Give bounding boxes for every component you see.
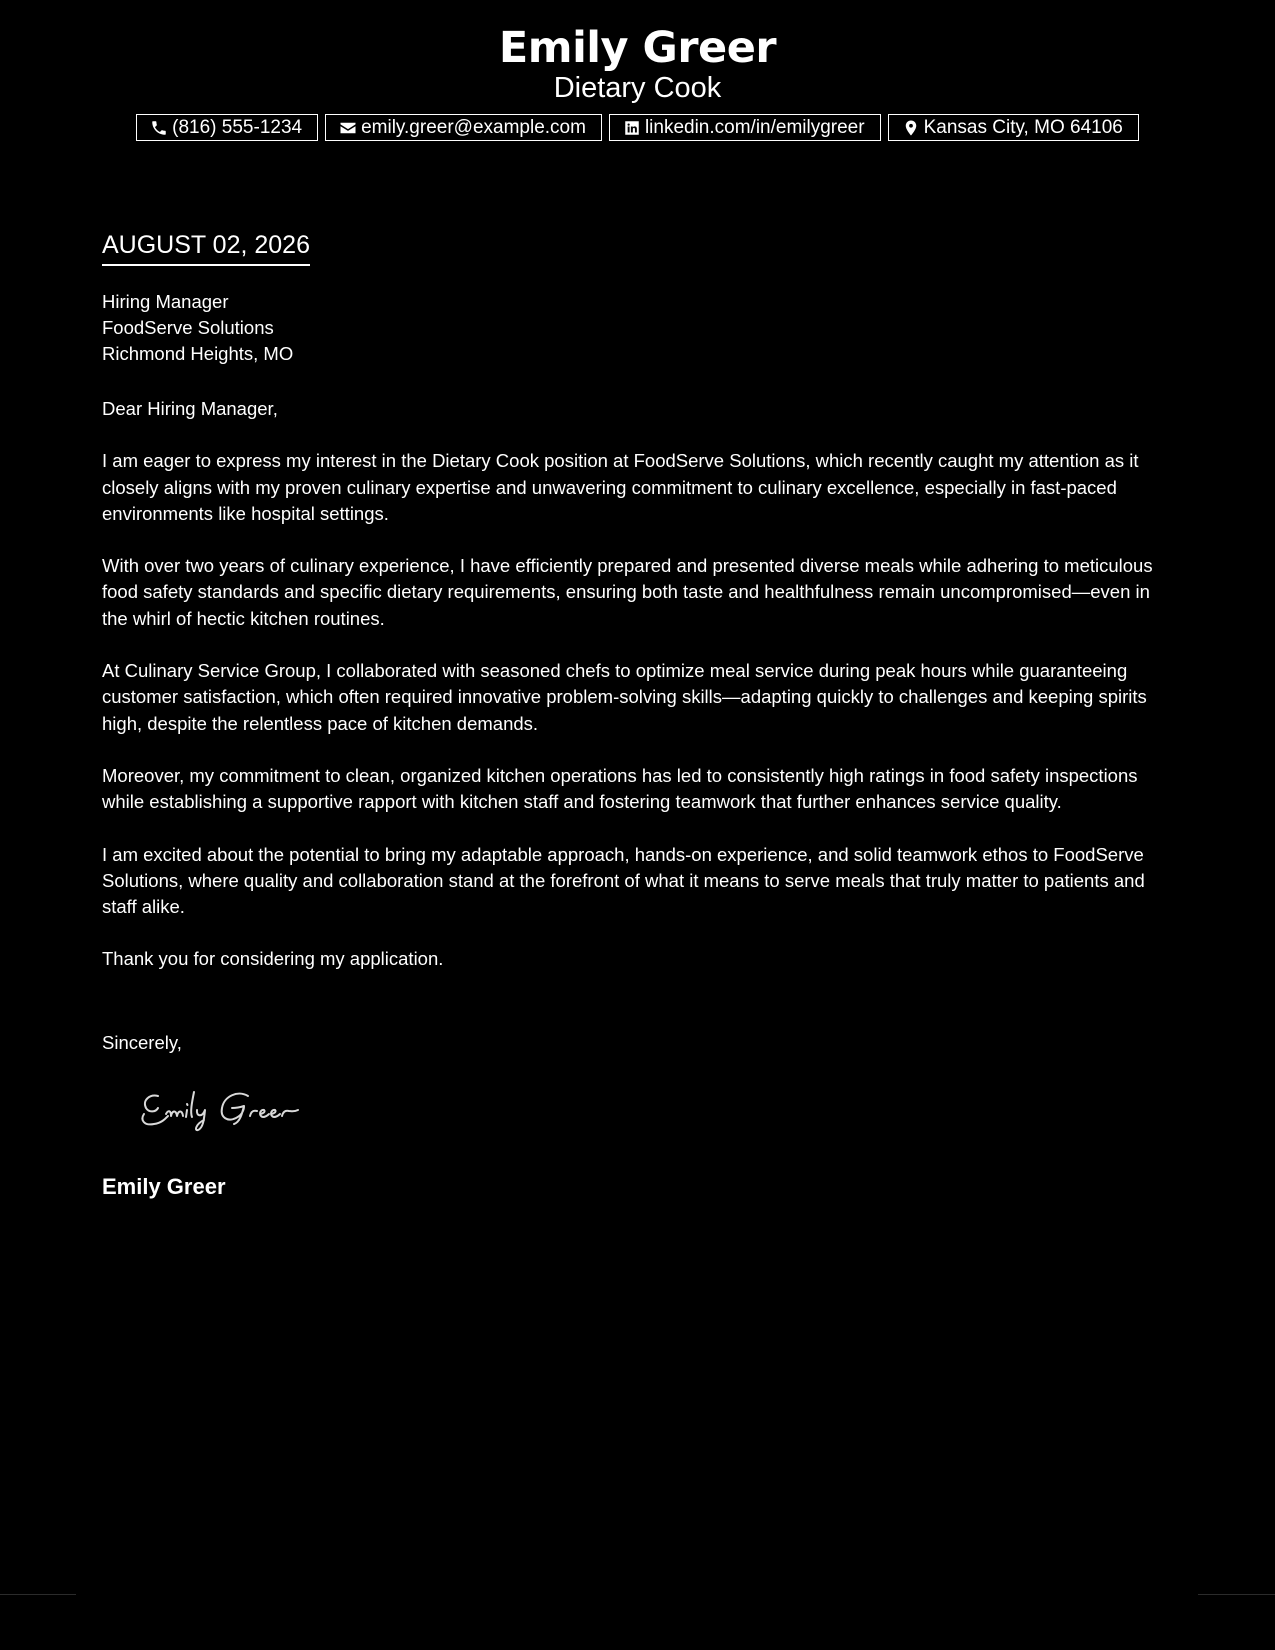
- map-marker-icon: [902, 119, 920, 137]
- contact-email[interactable]: [325, 114, 602, 141]
- closing: Sincerely,: [102, 1032, 182, 1053]
- phone-text: (816) 555-1234: [172, 116, 303, 138]
- body-paragraph: I am excited about the potential to bring my adaptable approach, hands-on experience, and solid teamwork ethos to FoodServe Solutions, where quality and collaboration stand at the forefront of what it means to serve meals that truly matter to patients and staff alike.: [102, 843, 1145, 918]
- job-title: Dietary Cook: [553, 72, 722, 104]
- letter-header: [0, 22, 1275, 141]
- location-text: Kansas City, MO 64106: [923, 116, 1123, 138]
- body-paragraph: At Culinary Service Group, I collaborated with seasoned chefs to optimize meal service during peak hours while guaranteeing customer satisfaction, which often required innovative problem-solving skills—adapting quickly to challenges and keeping spirits high, despite the relentless pace of kitchen demands.: [102, 660, 1147, 734]
- letter-body: [102, 396, 1177, 999]
- contact-location[interactable]: [888, 114, 1139, 141]
- email-text: emily.greer@example.com: [361, 116, 586, 138]
- contact-bar: [0, 114, 1275, 141]
- body-paragraph: With over two years of culinary experience, I have efficiently prepared and presented diverse meals while adhering to meticulous food safety standards and specific dietary requirements, ensuring both taste and healthfulness remain uncompromised—even in the whirl of hectic kitchen routines.: [102, 555, 1153, 629]
- recipient-block: [102, 289, 293, 367]
- recipient-company: FoodServe Solutions: [102, 317, 274, 338]
- phone-icon: [150, 119, 168, 137]
- applicant-name: Emily Greer: [498, 23, 777, 73]
- salutation: Dear Hiring Manager,: [102, 398, 278, 419]
- handwritten-signature: [136, 1084, 336, 1134]
- recipient-role: Hiring Manager: [102, 291, 229, 312]
- linkedin-icon: [623, 119, 641, 137]
- body-paragraph: Moreover, my commitment to clean, organized kitchen operations has led to consistently high ratings in food safety inspections while establishing a supportive rapport with kitchen staff and fostering teamwork that further enhances service quality.: [102, 764, 1138, 813]
- footer-divider-right: [1198, 1594, 1275, 1595]
- body-paragraph: I am eager to express my interest in the Dietary Cook position at FoodServe Solutions, which recently caught my attention as it closely aligns with my proven culinary expertise and unwavering commitment to culinary excellence, especially in fast-paced environments like hospital settings.: [102, 450, 1139, 524]
- recipient-location: Richmond Heights, MO: [102, 343, 294, 364]
- contact-phone[interactable]: [136, 114, 318, 141]
- envelope-icon: [339, 119, 357, 137]
- body-paragraph: Thank you for considering my application.: [102, 948, 444, 970]
- contact-linkedin[interactable]: [609, 114, 881, 141]
- linkedin-text: linkedin.com/in/emilygreer: [644, 116, 865, 138]
- signer-name: Emily Greer: [102, 1174, 226, 1199]
- letter-date: AUGUST 02, 2026: [102, 230, 310, 266]
- footer-divider-left: [0, 1594, 76, 1595]
